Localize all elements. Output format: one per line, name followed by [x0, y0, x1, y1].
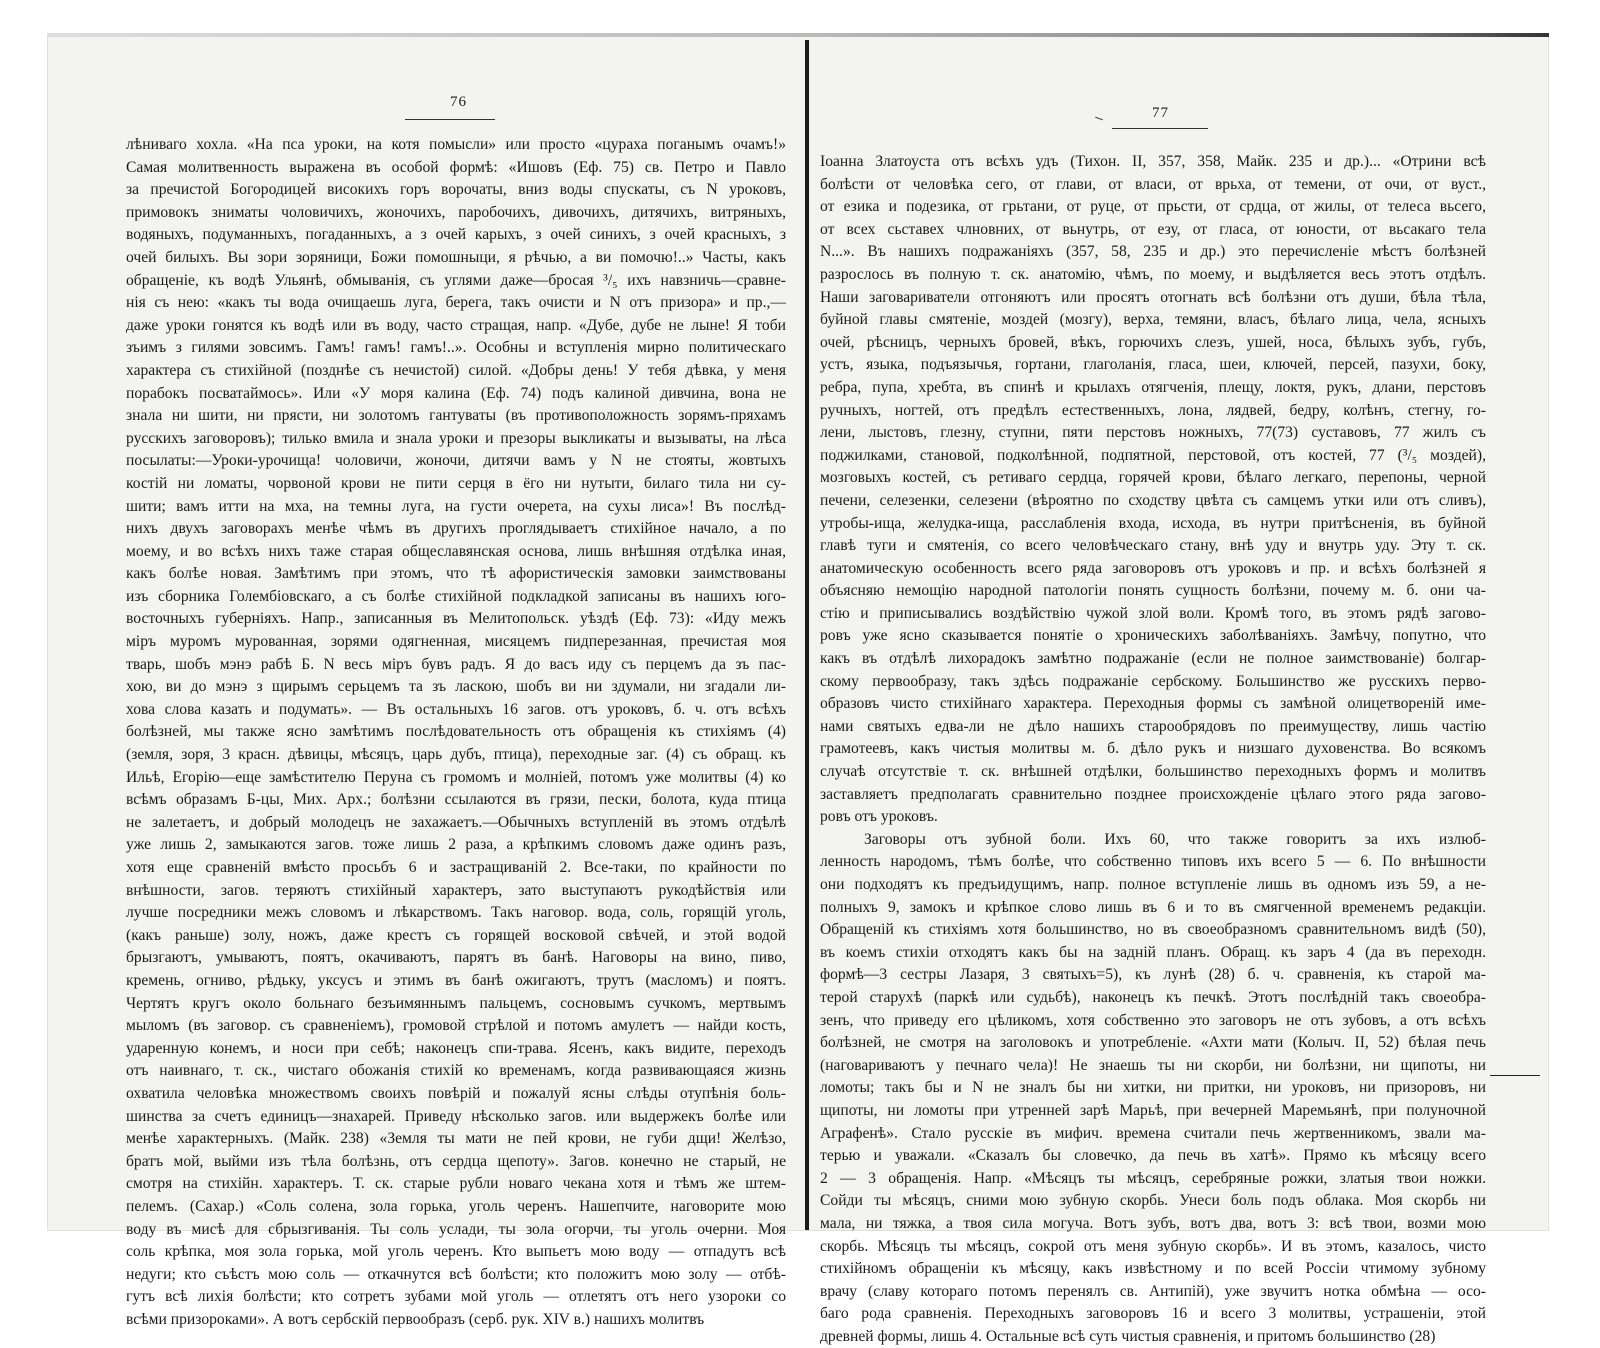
text-line: Самая молитвенность выражена въ особой формѣ: «Ишовъ (Еф. 75) св. Петро и Павло — [126, 158, 786, 176]
page-top-edge — [47, 33, 1549, 37]
text-line: знала ни шити, ни прясти, ни золотомъ гантуваты (въ противоположность зорямъ-пряхамъ — [126, 407, 786, 425]
text-line: 2 — 3 обращенія. Напр. «Мѣсяцъ ты мѣсяцъ, серебряные рожки, златыя твои ножки. — [820, 1169, 1486, 1187]
text-line: щипоты, ни ломоты при утренней зарѣ Марьѣ, при вечерней Маремьянѣ, при полуночной — [820, 1101, 1486, 1119]
text-line: порабокъ посватаймось». Или «У моря калина (Еф. 74) подъ калиной дивчина, вона не — [126, 384, 786, 402]
text-line: менѣе характерныхъ. (Майк. 238) «Земля ты мати не пей крови, не губи дщи! Желѣзо, — [126, 1130, 786, 1148]
page-number-rule-right — [1112, 128, 1208, 129]
text-line: грамотеевъ, какъ чистыя молитвы м. б. дѣло рукъ и низшаго духовенства. Во всякомъ — [820, 740, 1486, 758]
text-line: скорбь. Мѣсяцъ ты мѣсяцъ, сокрой отъ меня зубную скорбь». И въ этомъ, казалось, чисто — [820, 1237, 1486, 1255]
text-line: анатомическую особенность всего ряда заговоровъ отъ уроковъ и пр. и всѣхъ болѣзней я — [820, 559, 1486, 577]
text-line: братъ мой, выйми изъ тѣла болѣзнь, отъ сердца щепоту». Загов. конечно не старый, не — [126, 1152, 786, 1170]
text-line: ребра, пупа, хребта, въ спинѣ и крылахъ отягченія, плещу, локтя, рукъ, длани, перстовъ — [820, 378, 1486, 396]
text-line: (земля, зоря, 3 красн. дѣвицы, мѣсяцъ, царь дубъ, птица), переходные заг. (4) съ обращ. къ — [126, 746, 786, 764]
text-line: зъимъ з гилями зовсимъ. Гамъ! гамъ! гамъ!..». Особны и вступленія мирно политическаго — [126, 339, 786, 357]
text-line: всѣмъ образамъ Б-цы, Мих. Арх.; болѣзни ссылаются въ грязи, пески, болота, куда птица — [126, 791, 786, 809]
text-line: обращеніе, къ водѣ Ульянѣ, обмыванія, съ углями даже—бросая ³/₅ ихъ навзничь—сравне- — [126, 271, 786, 289]
text-line: не залетаетъ, и добрый молодецъ не захажаетъ.—Обычныхъ вступленій въ этомъ отдѣлѣ — [126, 813, 786, 831]
text-line: терью и уважали. «Сказалъ бы словечко, да печь въ хатѣ». Прямо къ мѣсяцу всего — [820, 1147, 1486, 1165]
text-line: стихійномъ обращеніи къ мѣсяцу, какъ извѣстному и по всей Россіи чтимому зубному — [820, 1260, 1486, 1278]
page-number-right: 77 — [1152, 105, 1169, 121]
text-line: (наговариваютъ у печнаго чела)! Не знаешь ты ни скорби, ни болѣзни, ни щипоты, ни — [820, 1056, 1486, 1074]
text-line: за пречистой Богородицей високихъ горъ ворочаты, вниз воды спускаты, съ N уроковъ, — [126, 181, 786, 199]
text-line: стію и приписывались воздѣйствію чужой злой воли. Кромѣ того, въ этомъ рядѣ загово- — [820, 604, 1486, 622]
text-line: какъ въ отдѣлѣ лихорадокъ замѣтно подражаніе (если не полное заимствованіе) болгар- — [820, 650, 1486, 668]
text-line: водяныхъ, подуманныхъ, погаданныхъ, а з очей карыхъ, з очей синихъ, з очей красныхъ, з — [126, 226, 786, 244]
text-line: Ильѣ, Егорію—еще замѣстителю Перуна съ громомъ и молніей, потомъ уже молитвы (4) ко — [126, 768, 786, 786]
page-number-left: 76 — [450, 94, 467, 110]
right-page-text — [820, 151, 1486, 1348]
text-line: моему, и во всѣхъ нихъ таже старая общеславянская основа, лишь внѣшняя отдѣлка иная, — [126, 542, 786, 560]
text-line: нами святыхъ едва-ли не дѣло нашихъ старообрядовъ по преимуществу, лишь частію — [820, 717, 1486, 735]
text-line: случаѣ отсутствіе т. ск. внѣшней отдѣлки, большинство переходныхъ формъ и молитвъ — [820, 763, 1486, 781]
text-line: даже уроки гонятся къ водѣ или въ воду, часто стращая, напр. «Дубе, дубе не лыне! Я тоби — [126, 316, 786, 334]
margin-pencil-mark — [1490, 1075, 1540, 1076]
text-line: древней формы, лишь 4. Остальные всѣ суть чистыя сравненія, и притомъ большинство (28) — [820, 1327, 1436, 1345]
text-line: поджилками, становой, подколѣнной, подпятной, перстовой, отъ костей, 77 (³/₅ моздей), — [820, 446, 1486, 464]
text-line: ровъ отъ уроковъ. — [820, 808, 938, 826]
text-line: характера съ стихійной (позднѣе съ нечистой) силой. «Добры день! У тебя дѣвка, у меня — [126, 361, 786, 379]
text-line: ударенную конемъ, и носи при себѣ; наконецъ спи-трава. Ясенъ, какъ видите, переходъ — [126, 1039, 786, 1057]
text-line: Заговоры отъ зубной боли. Ихъ 60, что также говоритъ за ихъ излюб- — [864, 830, 1486, 848]
book-spine — [805, 40, 809, 1230]
text-line: лѣниваго хохла. «На пса уроки, на котя помысли» или просто «цураха поганымъ очамъ!» — [126, 136, 786, 153]
text-line: внѣшности, загов. теряютъ стихійный характеръ, зато выступаютъ рукодѣйствія или — [126, 881, 786, 899]
text-line: зенъ, что приведу его цѣликомъ, хотя собственно это заговоръ не отъ зубовъ, а отъ всѣхъ — [820, 1011, 1486, 1029]
text-line: формѣ—3 сестры Лазаря, 3 святыхъ=5), къ лунѣ (28) б. ч. сравненія, къ старой ма- — [820, 966, 1486, 984]
text-line: ломоты; такъ бы и N не зналъ бы ни хитки, ни притки, ни уроковъ, ни призоровъ, ни — [820, 1079, 1486, 1097]
text-line: от всех сьставех члновних, от вьнутрь, от езу, от гласа, от юности, от вьсакаго тела — [820, 220, 1486, 238]
text-line: кремень, огниво, рѣдьку, уксусъ и этимъ въ банѣ ожигаютъ, трутъ (масломъ) и поятъ. — [126, 971, 786, 989]
text-line: (какъ раньше) золу, ножъ, даже крестъ съ горящей восковой свѣчей, и этой водой — [126, 926, 786, 944]
text-line: печени, селезенки, селезени (вѣроятно по сходству цвѣта съ самцемъ утки или отъ сливъ), — [820, 491, 1486, 509]
text-line: устъ, языка, подъязычья, гортани, глаголанія, гласа, шеи, ключей, персей, пазухи, боку, — [820, 356, 1486, 374]
text-line: болѣсти от человѣка сего, от глави, от власи, от врьха, от темени, от очи, от вуст., — [820, 175, 1486, 193]
text-line: смотря на стихійн. характеръ. Т. ск. старые рубли новаго чекана хотя и тѣмъ же штем- — [126, 1175, 786, 1193]
text-line: соль крѣпка, моя зола горька, мой уголь черенъ. Кто выпьетъ мою воду — отпадутъ всѣ — [126, 1243, 786, 1261]
text-line: образовъ чисто стихійнаго характера. Переходныя формы съ замѣной олицетвореній име- — [820, 695, 1486, 713]
text-line: нія съ нею: «какъ ты вода очищаешь луга, берега, такъ очисти и N отъ призора» и пр.,— — [126, 294, 786, 312]
text-line: ленность народомъ, тѣмъ болѣе, что собственно типовъ ихъ всего 5 — 6. По внѣшности — [820, 853, 1486, 871]
text-line: баго рода сравненія. Переходныхъ заговоровъ 16 и всего 3 молитвы, устрашеніи, этой — [820, 1305, 1486, 1323]
text-line: въ коемъ стихіи отходятъ какъ бы на задній планъ. Обращ. къ заръ 4 (да въ переходн. — [820, 943, 1486, 961]
text-line: воду въ мисѣ для сбрызгиванія. Ты соль услади, ты зола огорчи, ты уголь очерни. Моя — [126, 1220, 786, 1238]
text-line: мозговыхъ костей, съ ретиваго сердца, горячей крови, бѣлаго легкаго, перепоны, черной — [820, 469, 1486, 487]
text-line: N...». Въ нашихъ подражаніяхъ (357, 58, 235 и др.) это перечисленіе мѣстъ болѣзней — [820, 243, 1486, 261]
text-line: уже лишь 2, замыкаются загов. тоже лишь 2 раза, а крѣпкимъ словомъ даже одинъ разъ, — [126, 836, 786, 854]
text-line: хою, ви до мэнэ з щирымъ серьцемъ та зъ ласкою, шобъ ви ни здумали, ни згадали ли- — [126, 678, 786, 696]
text-line: мыломъ (въ заговор. съ сравненіемъ), громовой стрѣлой и потомъ амулетъ — найди кость, — [126, 1017, 786, 1035]
text-line: утробы-ища, желудка-ища, расслабленія входа, исхода, въ нутри притѣсненія, въ буйной — [820, 514, 1486, 532]
text-line: Аграфенѣ». Стало русскіе въ мифич. времена считали печь жертвенникомъ, звали ма- — [820, 1124, 1486, 1142]
text-line: шити; вамъ итти на мха, на темны луга, на густи очерета, на сухы лиса»! Въ послѣд- — [126, 497, 786, 515]
text-line: брызгаютъ, умываютъ, поятъ, окачиваютъ, парятъ въ банѣ. Наговоры на вино, пиво, — [126, 949, 786, 967]
text-line: лени, лыстовъ, глезну, ступни, пяти перстовъ ножныхъ, 77(73) суставовъ, 77 жилъ съ — [820, 424, 1486, 442]
text-line: от езика и подезика, от грьтани, от руце, от прьсти, от срдца, от жилы, от телеса вьсего, — [820, 198, 1486, 216]
text-line: гутъ всѣ лихія болѣсти; кто сотретъ зубами мой уголь — отлетятъ отъ него узороки со — [126, 1288, 786, 1306]
text-line: Чертятъ кругъ около больнаго безъимяннымъ пальцемъ, сосновымъ сучкомъ, мертвымъ — [126, 994, 786, 1012]
text-line: посылаты:—Уроки-урочища! чоловичи, жоночи, дитячи вамъ у N не стояты, жовтыхъ — [126, 452, 786, 470]
text-line: Обращеній къ стихіямъ хотя большинство, но въ своеобразномъ сравнительномъ видѣ (50), — [820, 921, 1486, 939]
text-line: полныхъ 9, замокъ и крѣпкое слово лишь въ 6 и то въ смягченной временемъ редакціи. — [820, 898, 1486, 916]
text-line: пелемъ. (Сахар.) «Соль солена, зола горька, уголь черенъ. Нашепчите, наговорите мою — [126, 1197, 786, 1215]
text-line: болѣзней, мы также ясно замѣтимъ послѣдовательность отъ обращенія къ стихіямъ (4) — [126, 723, 786, 741]
text-line: міръ муромъ мурованная, зорями одягненная, мисяцемъ пидперезанная, пречистая моя — [126, 633, 786, 651]
text-line: буйной главы смятеніе, моздей (мозгу), верха, темяни, власъ, бѣлаго лица, чела, ясныхъ — [820, 311, 1486, 329]
text-line: врачу (славу котораго потомъ перенялъ св. Антипій), уже звучитъ нотка обмѣна — осо- — [820, 1282, 1486, 1300]
text-line: хова слова казать и подумать». — Въ остальныхъ 16 загов. отъ уроковъ, б. ч. отъ всѣхъ — [126, 700, 786, 718]
text-line: восточныхъ губерніяхъ. Напр., записанныя въ Мелитопольск. уѣздѣ (Еф. 73): «Иду межъ — [126, 610, 786, 628]
text-line: русскихъ заговоровъ); тилько вмила и знала уроки и презоры выкликаты и вызываты, на лѣса — [126, 429, 786, 447]
text-line: мала, ни тяжка, а твоя сила могуча. Вотъ зубъ, вотъ два, вотъ 3: всѣ твои, возми мою — [820, 1214, 1486, 1232]
text-line: объясняю немощію народной патологіи понять сущность болѣзни, почему м. б. они ча- — [820, 582, 1486, 600]
text-line: лучше посредники межъ словомъ и лѣкарствомъ. Такъ наговор. вода, соль, горящій уголь, — [126, 904, 786, 922]
text-line: Іоанна Златоуста отъ всѣхъ удъ (Тихон. II, 357, 358, Майк. 235 и др.)... «Отрини всѣ — [820, 153, 1486, 170]
text-line: нихъ двухъ заговорахъ менѣе чѣмъ въ другихъ проглядываетъ стихійное начало, а по — [126, 520, 786, 538]
text-line: болѣзней, не смотря на заголовокъ и употребленіе. «Ахти мати (Колыч. II, 52) бѣлая печь — [820, 1034, 1486, 1052]
text-line: отъ наивнаго, т. ск., чистаго обожанія стихій ко временамъ, когда развивающаяся жизнь — [126, 1062, 786, 1080]
text-line: шинства за счетъ единицъ—знахарей. Приведу нѣсколько загов. или выдержекъ болѣе или — [126, 1107, 786, 1125]
text-line: какъ болѣе новая. Замѣтимъ при этомъ, что тѣ афористическія замовки заимствованы — [126, 565, 786, 583]
text-line: хотя еще сравненій вмѣсто просьбъ 6 и застращиваній 2. Все-таки, по крайности по — [126, 859, 786, 876]
text-line: главѣ туги и смятенія, со всего человѣческаго стану, внѣ уду и внутрь уду. Эту т. ск. — [820, 537, 1486, 555]
text-line: заставляетъ предполагать сравнительно позднее происхожденіе цѣлаго этого ряда загово- — [820, 785, 1486, 803]
text-line: ручныхъ, ногтей, отъ предѣлъ естественныхъ, лона, лядвей, бедру, колѣнъ, стегну, го- — [820, 401, 1486, 419]
text-line: терой старухѣ (паркѣ или судьбѣ), наконецъ къ печкѣ. Этотъ послѣдній такъ своеобра- — [820, 988, 1486, 1006]
text-line: изъ сборника Голембіовскаго, а съ болѣе стихійной подкладкой записаны въ нашихъ юго- — [126, 587, 786, 605]
text-line: очей билыхъ. Вы зори зоряници, Божи помошныци, я рѣчью, а ви помочю!..» Часты, какъ — [126, 248, 786, 266]
text-line: примовокъ зниматы чоловичихъ, жоночихъ, паробочихъ, дивочихъ, дитячихъ, витряныхъ, — [126, 203, 786, 221]
text-line: Сойди ты мѣсяцъ, сними мою зубную скорбь. Унеси боль подъ облака. Моя скорбь ни — [820, 1192, 1486, 1210]
text-line: очей, рѣсницъ, черныхъ бровей, вѣкъ, горючихъ слезъ, ушей, носа, бѣлыхъ зубъ, губъ, — [820, 333, 1486, 351]
text-line: костій ни ломаты, чорвоной крови не пити серця в ёго ни нутыти, билаго тила ни су- — [126, 474, 786, 492]
text-line: скому первообразу, такъ здѣсь подражаніе сербскому. Большинство же русскихъ перво- — [820, 672, 1486, 690]
text-line: разрослось въ полную т. ск. анатомію, чѣмъ, по моему, и выдѣляется весь этотъ отдѣлъ. — [820, 265, 1486, 283]
text-line: всѣми призороками». А вотъ сербскій первообразъ (серб. рук. XIV в.) нашихъ молитвъ — [126, 1310, 705, 1328]
text-line: недуги; кто съѣстъ мою соль — откачнутся всѣ болѣсти; кто положитъ мою золу — отбѣ- — [126, 1265, 786, 1283]
text-line: тварь, шобъ мэнэ рабѣ Б. N весь міръ бувъ радъ. Я до васъ иду съ перцемъ да зъ пас- — [126, 655, 786, 673]
text-line: охватила человѣка множествомъ своихъ повѣрій и пожалуй ясны слѣды отупѣнія боль- — [126, 1084, 786, 1102]
text-line: Наши заговариватели отгоняютъ или просятъ отогнать всѣ болѣзни отъ души, бѣла тѣла, — [820, 288, 1486, 306]
text-line: ровъ уже ясно сказывается понятіе о хроническихъ заболѣваніяхъ. Замѣчу, попутно, что — [820, 627, 1486, 645]
text-line: они подходятъ къ предъидущимъ, напр. полное вступленіе лишь въ одномъ изъ 59, а не- — [820, 876, 1486, 893]
left-page-text — [126, 134, 786, 1331]
page-number-rule-left — [405, 119, 495, 120]
